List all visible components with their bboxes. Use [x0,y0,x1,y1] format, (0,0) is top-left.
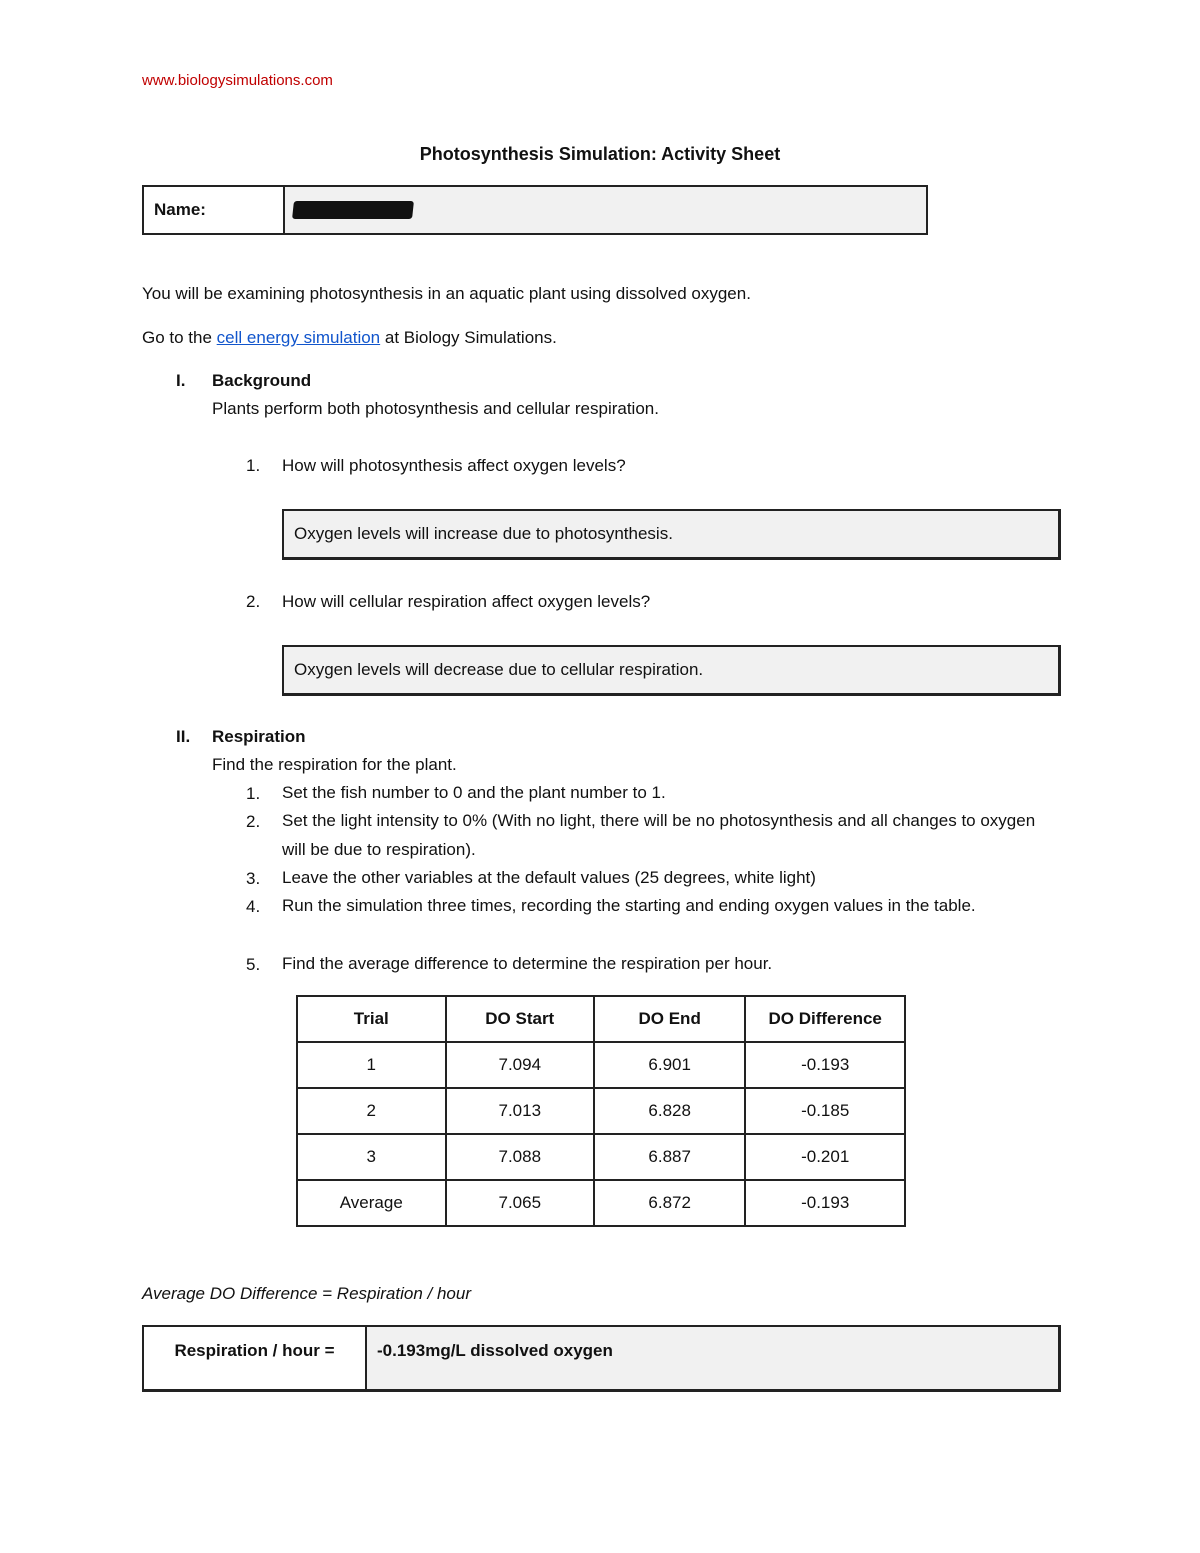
question-1-text: How will photosynthesis affect oxygen levels? [282,456,626,475]
cell-trial[interactable]: 1 [297,1042,446,1088]
name-field[interactable] [142,185,928,235]
header-do-end: DO End [594,996,745,1042]
header-do-difference: DO Difference [745,996,905,1042]
cell-do-end[interactable]: 6.901 [594,1042,745,1088]
step-3-text: Leave the other variables at the default values (25 degrees, white light) [282,868,816,887]
name-value[interactable] [285,187,926,233]
cell-do-end[interactable]: 6.887 [594,1134,745,1180]
cell-trial[interactable]: 2 [297,1088,446,1134]
cell-energy-simulation-link[interactable]: cell energy simulation [216,328,381,347]
answer-2-text: Oxygen levels will decrease due to cellular respiration. [294,660,704,679]
section-2-number: II. [176,727,191,746]
section-2-title: Respiration [212,727,306,746]
table-row [297,1134,905,1180]
intro-text: You will be examining photosynthesis in an aquatic plant using dissolved oxygen. [142,284,751,303]
step-2-number: 2. [246,812,261,831]
table-row [297,1088,905,1134]
answer-1-box[interactable] [282,509,1061,560]
cell-trial[interactable]: Average [297,1180,446,1226]
table-header-row [297,996,905,1042]
section-1-number: I. [176,371,186,390]
cell-do-difference[interactable]: -0.185 [745,1088,905,1134]
question-2-text: How will cellular respiration affect oxygen levels? [282,592,651,611]
cell-trial[interactable]: 3 [297,1134,446,1180]
step-5-number: 5. [246,955,261,974]
result-value[interactable]: -0.193mg/L dissolved oxygen [367,1327,1058,1389]
question-1-number: 1. [246,456,261,475]
intro-link-line [142,328,557,348]
step-2-text: Set the light intensity to 0% (With no light, there will be no photosynthesis and all changes to oxygen will be due to respiration). [282,811,1036,859]
cell-do-end[interactable]: 6.828 [594,1088,745,1134]
formula-text: Average DO Difference = Respiration / hour [142,1284,471,1303]
question-2-number: 2. [246,592,261,611]
answer-2-box[interactable] [282,645,1061,696]
result-label: Respiration / hour = [144,1327,367,1389]
result-field[interactable] [142,1325,1061,1392]
section-1-title: Background [212,371,312,390]
intro-link-suffix: at Biology Simulations. [380,328,557,347]
cell-do-start[interactable]: 7.088 [446,1134,594,1180]
step-4-number: 4. [246,897,261,916]
step-3-number: 3. [246,869,261,888]
cell-do-difference[interactable]: -0.201 [745,1134,905,1180]
redacted-name-scribble [292,201,414,219]
section-1-text: Plants perform both photosynthesis and cellular respiration. [212,399,659,418]
step-1-text: Set the fish number to 0 and the plant number to 1. [282,783,666,802]
respiration-data-table [296,995,906,1227]
step-1-number: 1. [246,784,261,803]
table-row [297,1042,905,1088]
table-row [297,1180,905,1226]
header-trial: Trial [297,996,446,1042]
header-do-start: DO Start [446,996,594,1042]
intro-link-prefix: Go to the [142,328,217,347]
step-4-text: Run the simulation three times, recording the starting and ending oxygen values in the table. [282,896,976,915]
name-label: Name: [144,187,285,233]
section-2-text: Find the respiration for the plant. [212,755,457,774]
page-title: Photosynthesis Simulation: Activity Sheet [419,144,781,164]
cell-do-difference[interactable]: -0.193 [745,1042,905,1088]
cell-do-end[interactable]: 6.872 [594,1180,745,1226]
cell-do-start[interactable]: 7.013 [446,1088,594,1134]
cell-do-difference[interactable]: -0.193 [745,1180,905,1226]
cell-do-start[interactable]: 7.065 [446,1180,594,1226]
site-url: www.biologysimulations.com [142,72,333,89]
cell-do-start[interactable]: 7.094 [446,1042,594,1088]
step-5-text: Find the average difference to determine the respiration per hour. [282,954,773,973]
answer-1-text: Oxygen levels will increase due to photosynthesis. [294,524,673,543]
